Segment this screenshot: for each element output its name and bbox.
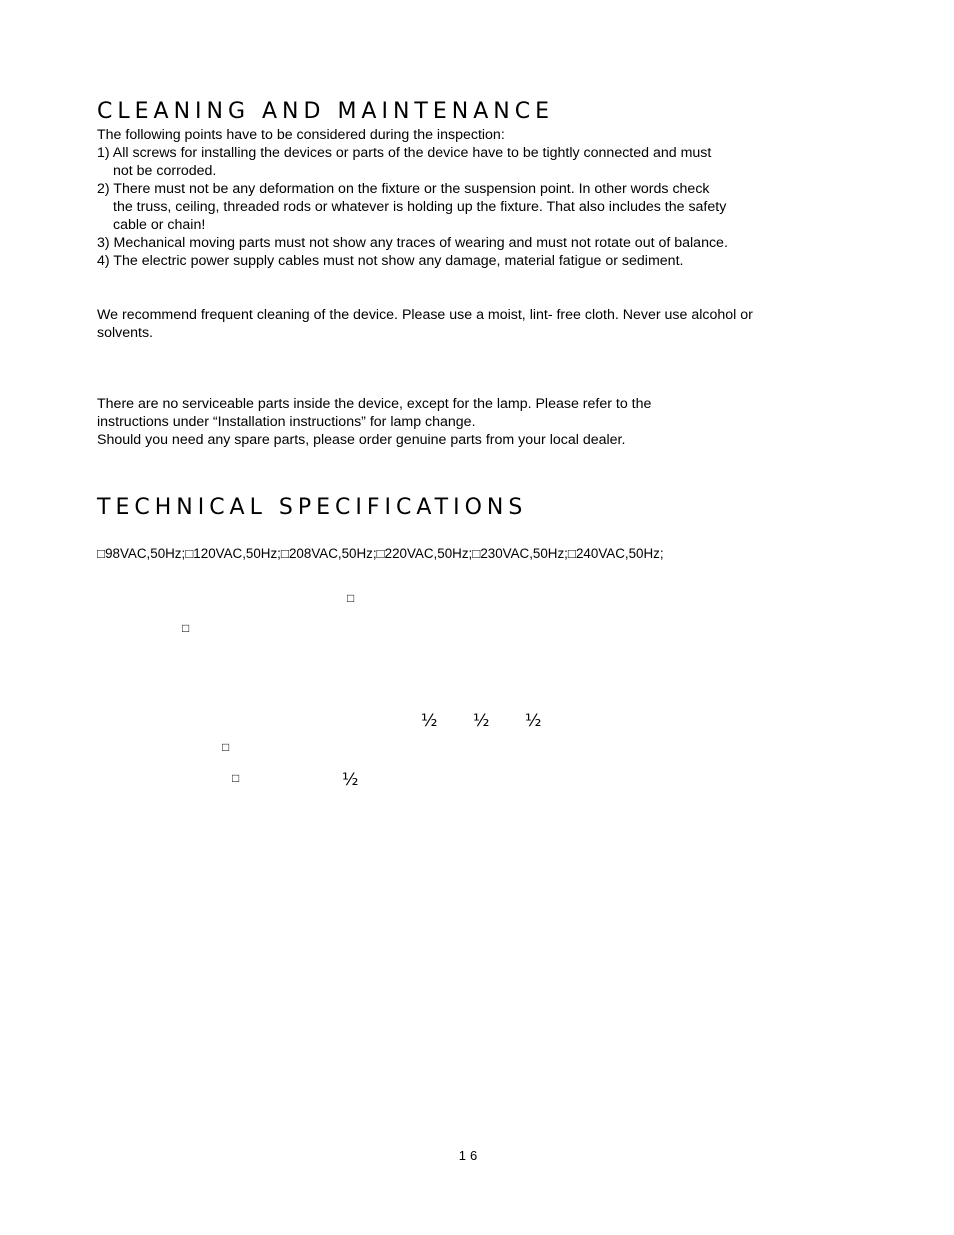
service-paragraph: There are no serviceable parts inside the device, except for the lamp. Please refer to the: [97, 396, 652, 412]
inspection-item-2-cont-2: cable or chain!: [113, 217, 206, 233]
inspection-item-4: 4) The electric power supply cables must not show any damage, material fatigue or sediment.: [97, 253, 684, 269]
service-paragraph-cont: instructions under “Installation instructions” for lamp change.: [97, 414, 476, 430]
fraction-symbol: ½: [525, 711, 542, 731]
spec-symbol: □: [347, 591, 355, 605]
voltage-options: □98VAC,50Hz;□120VAC,50Hz;□208VAC,50Hz;□220VAC,50Hz;□230VAC,50Hz;□240VAC,50Hz;: [97, 546, 664, 561]
specs-heading: TECHNICAL SPECIFICATIONS: [97, 495, 528, 520]
page-number: 16: [458, 1148, 482, 1163]
inspection-item-3: 3) Mechanical moving parts must not show any traces of wearing and must not rotate out of balance.: [97, 235, 728, 251]
spec-symbol: □: [222, 740, 230, 754]
spare-parts-paragraph: Should you need any spare parts, please order genuine parts from your local dealer.: [97, 432, 626, 448]
cleaning-paragraph-cont: solvents.: [97, 325, 153, 341]
inspection-item-2: 2) There must not be any deformation on the fixture or the suspension point. In other words check: [97, 181, 710, 197]
inspection-intro: The following points have to be considered during the inspection:: [97, 127, 505, 143]
fraction-symbol: ½: [342, 770, 359, 790]
cleaning-heading: CLEANING AND MAINTENANCE: [97, 99, 554, 124]
spec-symbol: □: [182, 621, 190, 635]
inspection-item-1-cont: not be corroded.: [113, 163, 217, 179]
inspection-item-2-cont: the truss, ceiling, threaded rods or whatever is holding up the fixture. That also includes the safety: [113, 199, 727, 215]
cleaning-paragraph: We recommend frequent cleaning of the device. Please use a moist, lint- free cloth. Never use alcohol or: [97, 307, 753, 323]
spec-symbol: □: [232, 771, 240, 785]
inspection-item-1: 1) All screws for installing the devices or parts of the device have to be tightly connected and must: [97, 145, 712, 161]
fraction-symbol: ½: [421, 711, 438, 731]
fraction-symbol: ½: [473, 711, 490, 731]
